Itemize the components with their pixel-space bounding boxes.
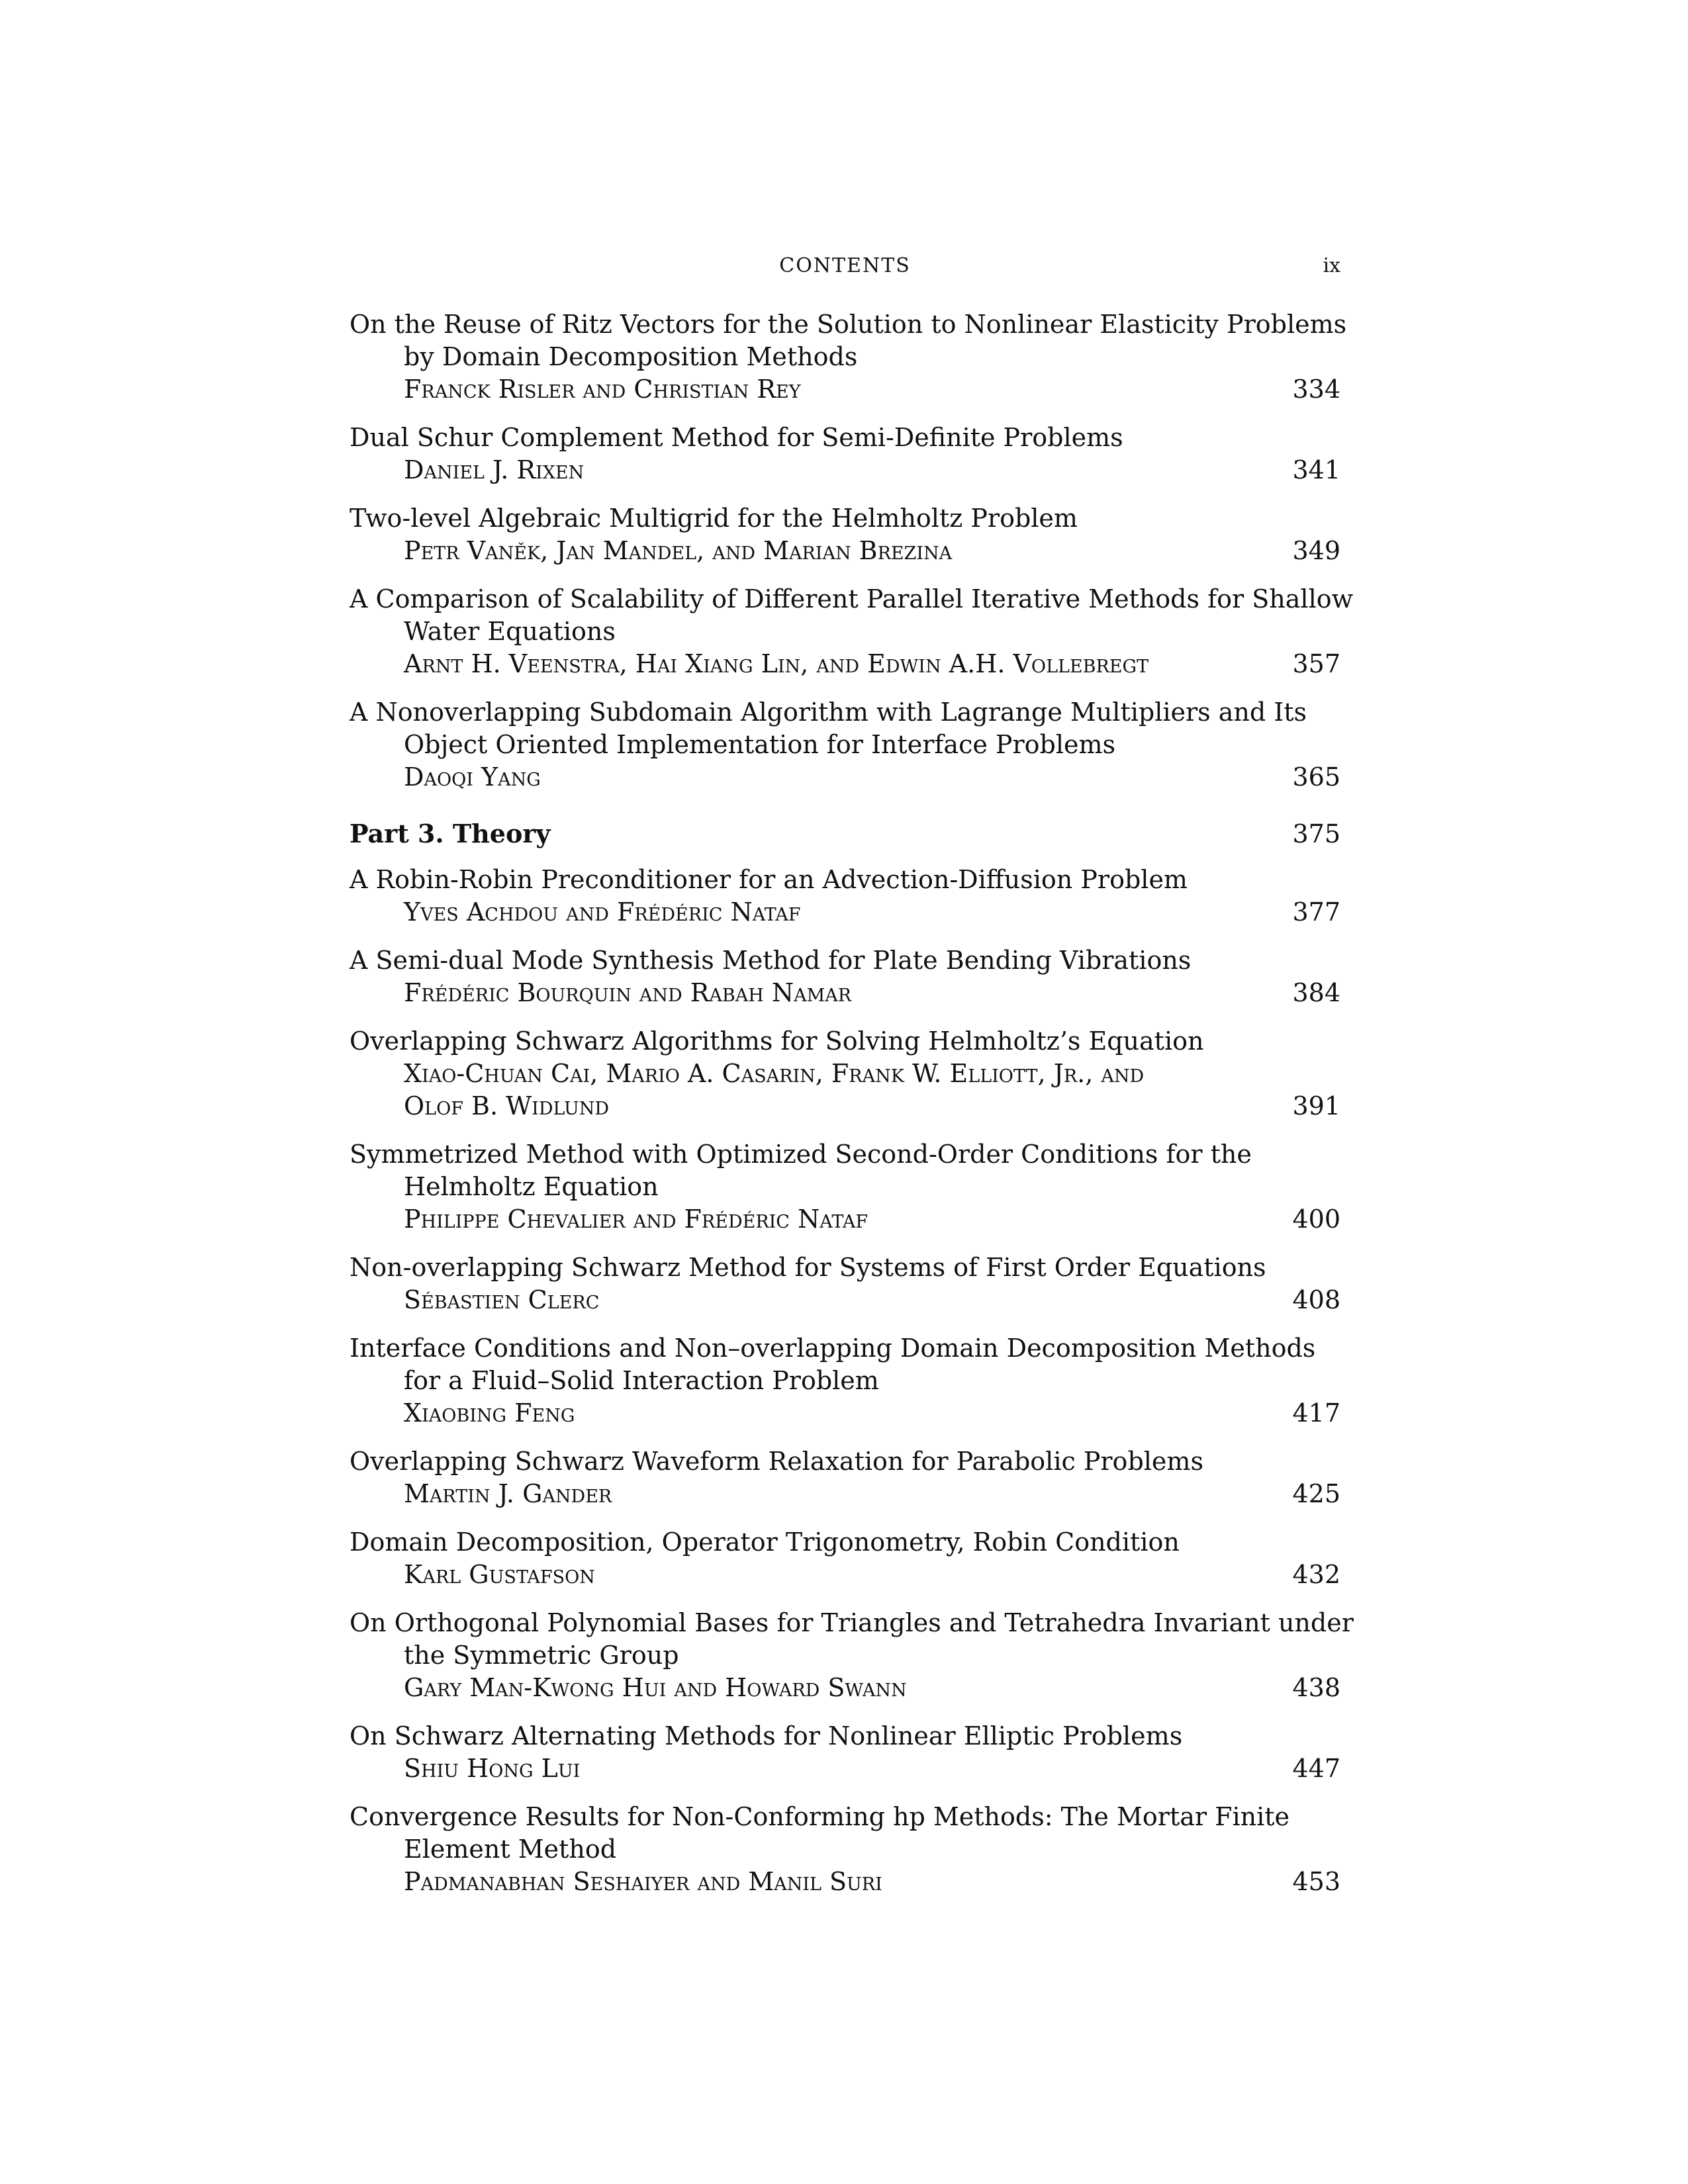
entry-authors: Olof B. Widlund — [404, 1091, 609, 1120]
entry-page-number: 447 — [1292, 1754, 1340, 1783]
entry-author-row — [350, 1672, 1340, 1704]
entry-page-number: 453 — [1292, 1867, 1340, 1896]
entry-authors: Martin J. Gander — [404, 1479, 612, 1508]
entry-author-row — [350, 1752, 1340, 1785]
entry-page-number: 417 — [1292, 1398, 1340, 1428]
entry-author-row — [350, 648, 1340, 680]
toc-entry[interactable] — [350, 1251, 1340, 1316]
entry-title-line: for a Fluid–Solid Interaction Problem — [404, 1366, 879, 1395]
entry-page-number: 334 — [1292, 375, 1340, 404]
entry-authors: Petr Vaněk, Jan Mandel, and Marian Brezina — [404, 536, 953, 565]
entry-author-row — [350, 1090, 1340, 1122]
toc-group-part2-continued — [350, 308, 1354, 794]
toc-entry[interactable] — [350, 1332, 1340, 1430]
entry-title-line: Interface Conditions and Non–overlapping Domain Decomposition Methods — [350, 1334, 1316, 1363]
toc-entry[interactable] — [350, 864, 1340, 929]
entry-title-line: Object Oriented Implementation for Interface Problems — [404, 730, 1116, 759]
toc-entry[interactable] — [350, 1526, 1340, 1591]
toc-group-part3 — [350, 864, 1354, 1898]
part-heading[interactable] — [350, 817, 1340, 850]
entry-title-line: Overlapping Schwarz Waveform Relaxation for Parabolic Problems — [350, 1447, 1203, 1476]
entry-authors: Franck Risler and Christian Rey — [404, 375, 801, 404]
entry-author-row — [350, 761, 1340, 794]
toc-entry[interactable] — [350, 1138, 1340, 1236]
entry-author-row — [350, 1397, 1340, 1430]
entry-authors: Philippe Chevalier and Frédéric Nataf — [404, 1205, 868, 1234]
entry-title-line: the Symmetric Group — [404, 1641, 679, 1670]
entry-author-row — [350, 1866, 1340, 1898]
entry-author-row — [350, 1284, 1340, 1316]
toc-entry[interactable] — [350, 696, 1340, 794]
entry-title-line: On Schwarz Alternating Methods for Nonlinear Elliptic Problems — [350, 1721, 1183, 1751]
entry-title-line: A Semi-dual Mode Synthesis Method for Plate Bending Vibrations — [350, 946, 1192, 975]
toc-entry[interactable] — [350, 1720, 1340, 1785]
entry-author-row — [350, 896, 1340, 929]
entry-author-row — [350, 1203, 1340, 1236]
entry-authors: Arnt H. Veenstra, Hai Xiang Lin, and Edwin A.H. Vollebregt — [404, 649, 1149, 678]
entry-title-line: Two-level Algebraic Multigrid for the Helmholtz Problem — [350, 504, 1078, 533]
entry-authors: Daniel J. Rixen — [404, 455, 585, 484]
entry-title-line: Non-overlapping Schwarz Method for Systems of First Order Equations — [350, 1253, 1266, 1282]
entry-page-number: 377 — [1292, 897, 1340, 927]
entry-title-line: On Orthogonal Polynomial Bases for Triangles and Tetrahedra Invariant under — [350, 1608, 1354, 1637]
toc-entry[interactable] — [350, 1607, 1354, 1704]
entry-page-number: 384 — [1292, 978, 1340, 1007]
entry-page-number: 391 — [1292, 1091, 1340, 1120]
part-page-number: 375 — [1292, 819, 1340, 848]
toc-entry[interactable] — [350, 583, 1354, 680]
part-title: Part 3. Theory — [350, 819, 551, 848]
running-page-number: ix — [1323, 254, 1340, 277]
entry-authors-line: Xiao-Chuan Cai, Mario A. Casarin, Frank W. Elliott, Jr., and — [404, 1059, 1145, 1088]
entry-title-line: Symmetrized Method with Optimized Second-Order Conditions for the — [350, 1140, 1252, 1169]
entry-title-line: Helmholtz Equation — [404, 1172, 659, 1201]
entry-authors: Frédéric Bourquin and Rabah Namar — [404, 978, 852, 1007]
entry-page-number: 400 — [1292, 1205, 1340, 1234]
entry-title-line: A Robin-Robin Preconditioner for an Advection-Diffusion Problem — [350, 865, 1188, 894]
entry-page-number: 365 — [1292, 762, 1340, 792]
entry-authors: Shiu Hong Lui — [404, 1754, 581, 1783]
entry-authors: Gary Man-Kwong Hui and Howard Swann — [404, 1673, 907, 1702]
entry-page-number: 349 — [1292, 536, 1340, 565]
entry-title-line: Dual Schur Complement Method for Semi-Definite Problems — [350, 423, 1123, 452]
entry-page-number: 438 — [1292, 1673, 1340, 1702]
entry-author-row — [350, 373, 1340, 406]
entry-authors: Sébastien Clerc — [404, 1285, 600, 1314]
entry-authors: Padmanabhan Seshaiyer and Manil Suri — [404, 1867, 882, 1896]
entry-title-line: A Comparison of Scalability of Different Parallel Iterative Methods for Shallow — [350, 584, 1354, 614]
toc-entry[interactable] — [350, 502, 1340, 567]
entry-title-line: Overlapping Schwarz Algorithms for Solving Helmholtz’s Equation — [350, 1026, 1204, 1056]
entry-authors: Yves Achdou and Frédéric Nataf — [404, 897, 801, 927]
toc-entry[interactable] — [350, 1025, 1340, 1122]
entry-title-line: by Domain Decomposition Methods — [404, 342, 858, 371]
running-title: CONTENTS — [779, 254, 911, 277]
entry-author-row — [350, 535, 1340, 567]
entry-page-number: 357 — [1292, 649, 1340, 678]
toc-entry[interactable] — [350, 1445, 1340, 1510]
entry-author-row — [350, 1478, 1340, 1510]
entry-authors: Karl Gustafson — [404, 1560, 595, 1589]
entry-page-number: 425 — [1292, 1479, 1340, 1508]
toc-entry[interactable] — [350, 1801, 1340, 1898]
entry-title-line: A Nonoverlapping Subdomain Algorithm with Lagrange Multipliers and Its — [350, 698, 1307, 727]
entry-title-line: Domain Decomposition, Operator Trigonometry, Robin Condition — [350, 1527, 1180, 1557]
entry-title-line: Convergence Results for Non-Conforming hp Methods: The Mortar Finite — [350, 1802, 1290, 1831]
entry-author-row — [350, 1559, 1340, 1591]
entry-page-number: 432 — [1292, 1560, 1340, 1589]
entry-authors: Xiaobing Feng — [404, 1398, 575, 1428]
table-of-contents — [350, 308, 1354, 1914]
entry-authors: Daoqi Yang — [404, 762, 541, 792]
toc-entry[interactable] — [350, 308, 1347, 406]
entry-title-line: Water Equations — [404, 617, 616, 646]
running-head — [350, 254, 1340, 281]
entry-title-line: Element Method — [404, 1835, 617, 1864]
entry-page-number: 341 — [1292, 455, 1340, 484]
entry-author-row — [350, 977, 1340, 1009]
toc-entry[interactable] — [350, 422, 1340, 486]
entry-title-line: On the Reuse of Ritz Vectors for the Solution to Nonlinear Elasticity Problems — [350, 310, 1347, 339]
entry-page-number: 408 — [1292, 1285, 1340, 1314]
toc-entry[interactable] — [350, 944, 1340, 1009]
entry-author-row — [350, 454, 1340, 486]
